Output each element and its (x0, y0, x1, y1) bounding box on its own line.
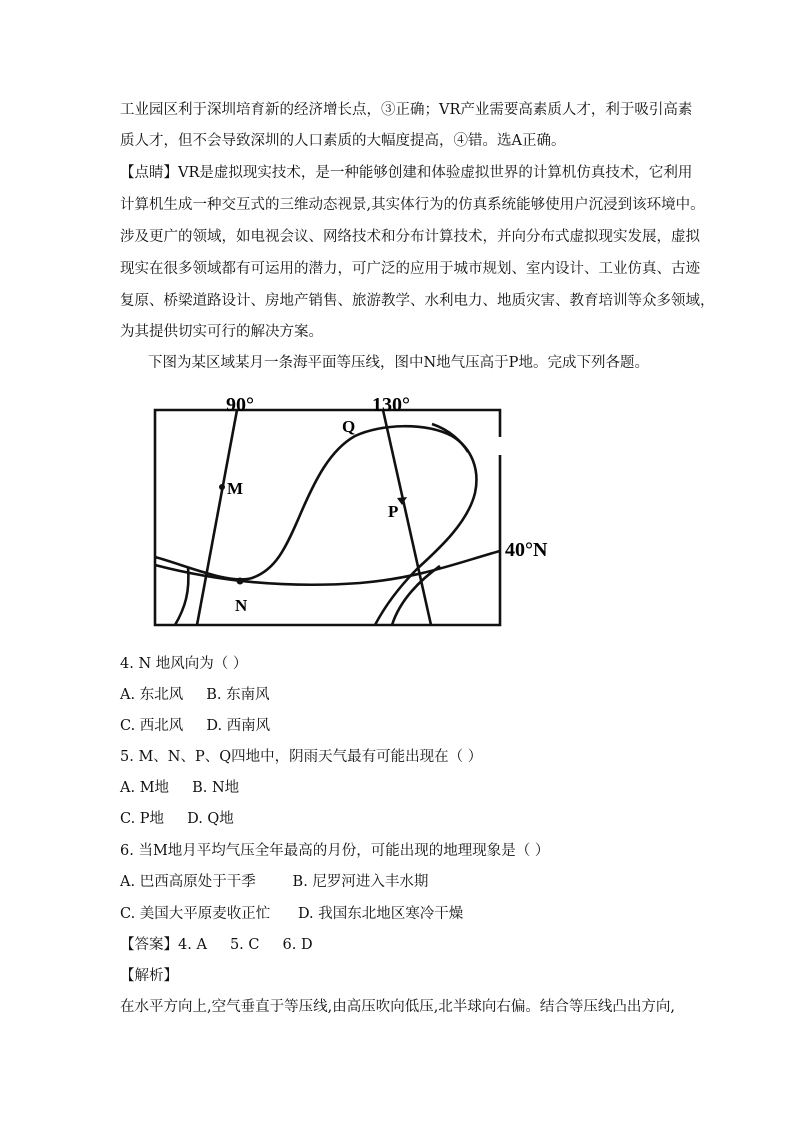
point-n (237, 578, 244, 585)
label-n: N (235, 596, 248, 615)
label-m: M (227, 479, 244, 498)
paragraph-line: 复原、桥梁道路设计、房地产销售、旅游教学、水利电力、地质灾害、教育培训等众多领域， (120, 293, 715, 309)
label-lon-90: 90° (226, 394, 254, 416)
options-6-cd: C. 美国大平原麦收正忙 D. 我国东北地区寒冷干燥 (120, 906, 464, 922)
question-intro: 下图为某区域某月一条海平面等压线，图中N地气压高于P地。完成下列各题。 (148, 355, 649, 371)
paragraph-line: 现实在很多领域都有可运用的潜力，可广泛的应用于城市规划、室内设计、工业仿真、古迹 (120, 261, 700, 277)
question-6: 6. 当M地月平均气压全年最高的月份，可能出现的地理现象是（ ） (120, 843, 550, 859)
isobar-line (175, 567, 188, 625)
options-5-ab: A. M地 B. N地 (120, 780, 240, 796)
arrow-icon (397, 497, 407, 505)
analysis-title: 【解析】 (120, 968, 178, 984)
analysis-text: 在水平方向上,空气垂直于等压线,由高压吹向低压,北半球向右偏。结合等压线凸出方向, (120, 999, 675, 1015)
paragraph-line: 【点睛】VR是虚拟现实技术，是一种能够创建和体验虚拟世界的计算机仿真技术，它利用 (120, 165, 693, 181)
map-frame (155, 410, 500, 625)
paragraph-line: 为其提供切实可行的解决方案。 (120, 324, 323, 340)
answer-line: 【答案】4. A 5. C 6. D (120, 937, 313, 953)
question-4: 4. N 地风向为（ ） (120, 656, 248, 672)
paragraph-line: 工业园区利于深圳培育新的经济增长点，③正确；VR产业需要高素质人才，利于吸引高素 (120, 102, 693, 118)
isobar-line (432, 424, 468, 452)
options-5-cd: C. P地 D. Q地 (120, 811, 234, 827)
label-q: Q (342, 417, 356, 436)
label-lon-130: 130° (372, 394, 410, 416)
point-m (219, 484, 225, 490)
paragraph-line: 涉及更广的领域，如电视会议、网络技术和分布计算技术，并向分布式虚拟现实发展，虚拟 (120, 229, 700, 245)
options-6-ab: A. 巴西高原处于干季 B. 尼罗河进入丰水期 (120, 874, 429, 890)
options-4-cd: C. 西北风 D. 西南风 (120, 718, 271, 734)
label-p: P (388, 502, 399, 521)
label-lat-40n: 40°N (505, 539, 548, 561)
options-4-ab: A. 东北风 B. 东南风 (120, 687, 270, 703)
paragraph-line: 质人才，但不会导致深圳的人口素质的大幅度提高，④错。选A正确。 (120, 133, 566, 149)
meridian-90 (197, 410, 237, 625)
paragraph-line: 计算机生成一种交互式的三维动态视景,其实体行为的仿真系统能够使用户沉浸到该环境中。 (120, 197, 705, 213)
question-5: 5. M、N、P、Q四地中，阴雨天气最有可能出现在（ ） (120, 749, 483, 765)
